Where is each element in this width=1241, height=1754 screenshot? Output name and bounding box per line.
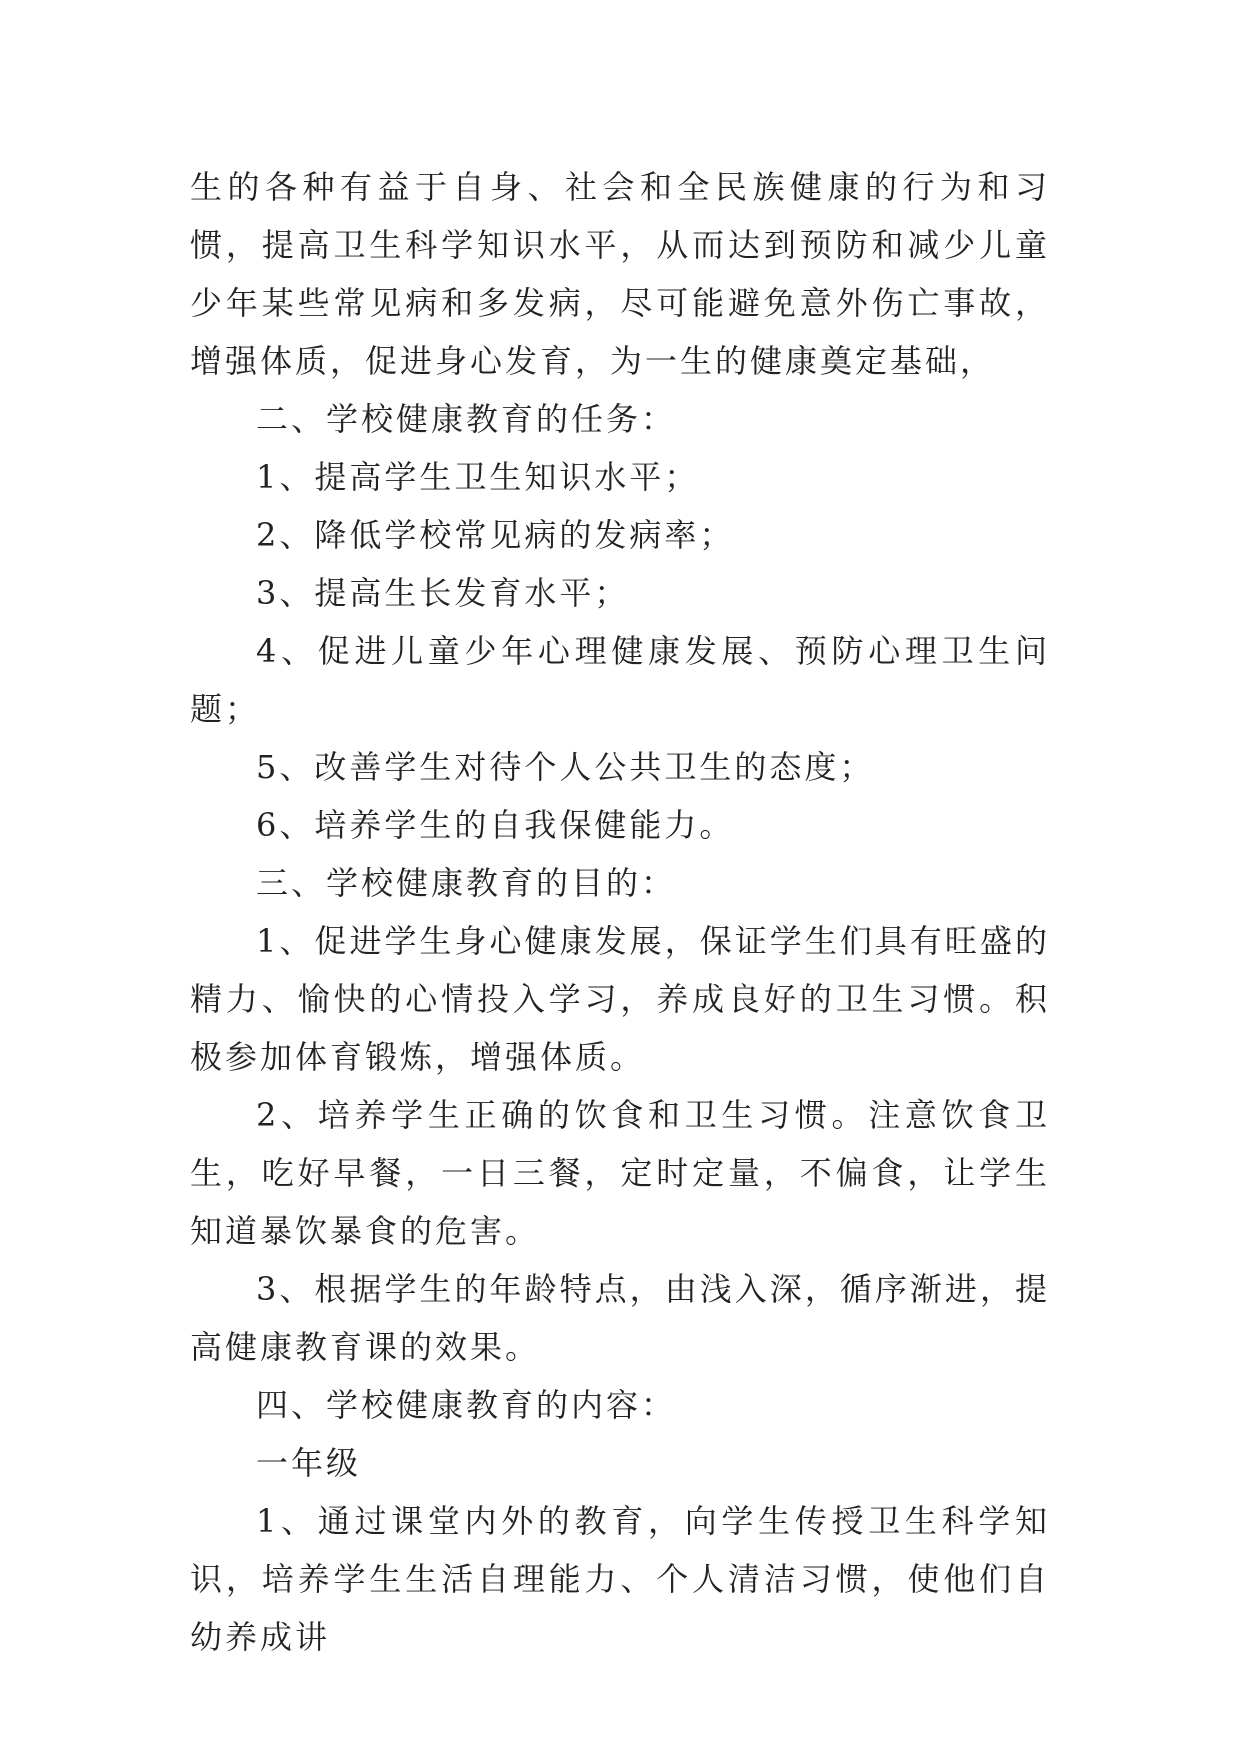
document-body: [190, 158, 1050, 1666]
grade-heading: 一年级: [256, 1444, 362, 1482]
section-heading-content: 四、学校健康教育的内容：: [256, 1386, 677, 1424]
paragraph-continuation: 生的各种有益于自身、社会和全民族健康的行为和习惯，提高卫生科学知识水平，从而达到预防和减少儿童少年某些常见病和多发病，尽可能避免意外伤亡事故，增强体质，促进身心发育，为一生的健康奠定基础，: [190, 168, 1050, 380]
section-heading-tasks: 二、学校健康教育的任务：: [256, 400, 677, 438]
task-item-2: 2、降低学校常见病的发病率；: [256, 516, 735, 554]
task-item-6: 6、培养学生的自我保健能力。: [256, 806, 735, 844]
task-item-1: 1、提高学生卫生知识水平；: [256, 458, 700, 496]
purpose-item-1: 1、促进学生身心健康发展，保证学生们具有旺盛的精力、愉快的心情投入学习，养成良好的卫生习惯。积极参加体育锻炼，增强体质。: [190, 922, 1050, 1076]
section-heading-purpose: 三、学校健康教育的目的：: [256, 864, 677, 902]
purpose-item-2: 2、培养学生正确的饮食和卫生习惯。注意饮食卫生，吃好早餐，一日三餐，定时定量，不偏食，让学生知道暴饮暴食的危害。: [190, 1096, 1050, 1250]
purpose-item-3: 3、根据学生的年龄特点，由浅入深，循序渐进，提高健康教育课的效果。: [190, 1270, 1050, 1366]
task-item-4: 4、促进儿童少年心理健康发展、预防心理卫生问题；: [190, 632, 1050, 728]
task-item-5: 5、改善学生对待个人公共卫生的态度；: [256, 748, 875, 786]
content-item-1: 1、通过课堂内外的教育，向学生传授卫生科学知识，培养学生生活自理能力、个人清洁习惯，使他们自幼养成讲: [190, 1502, 1050, 1656]
task-item-3: 3、提高生长发育水平；: [256, 574, 630, 612]
